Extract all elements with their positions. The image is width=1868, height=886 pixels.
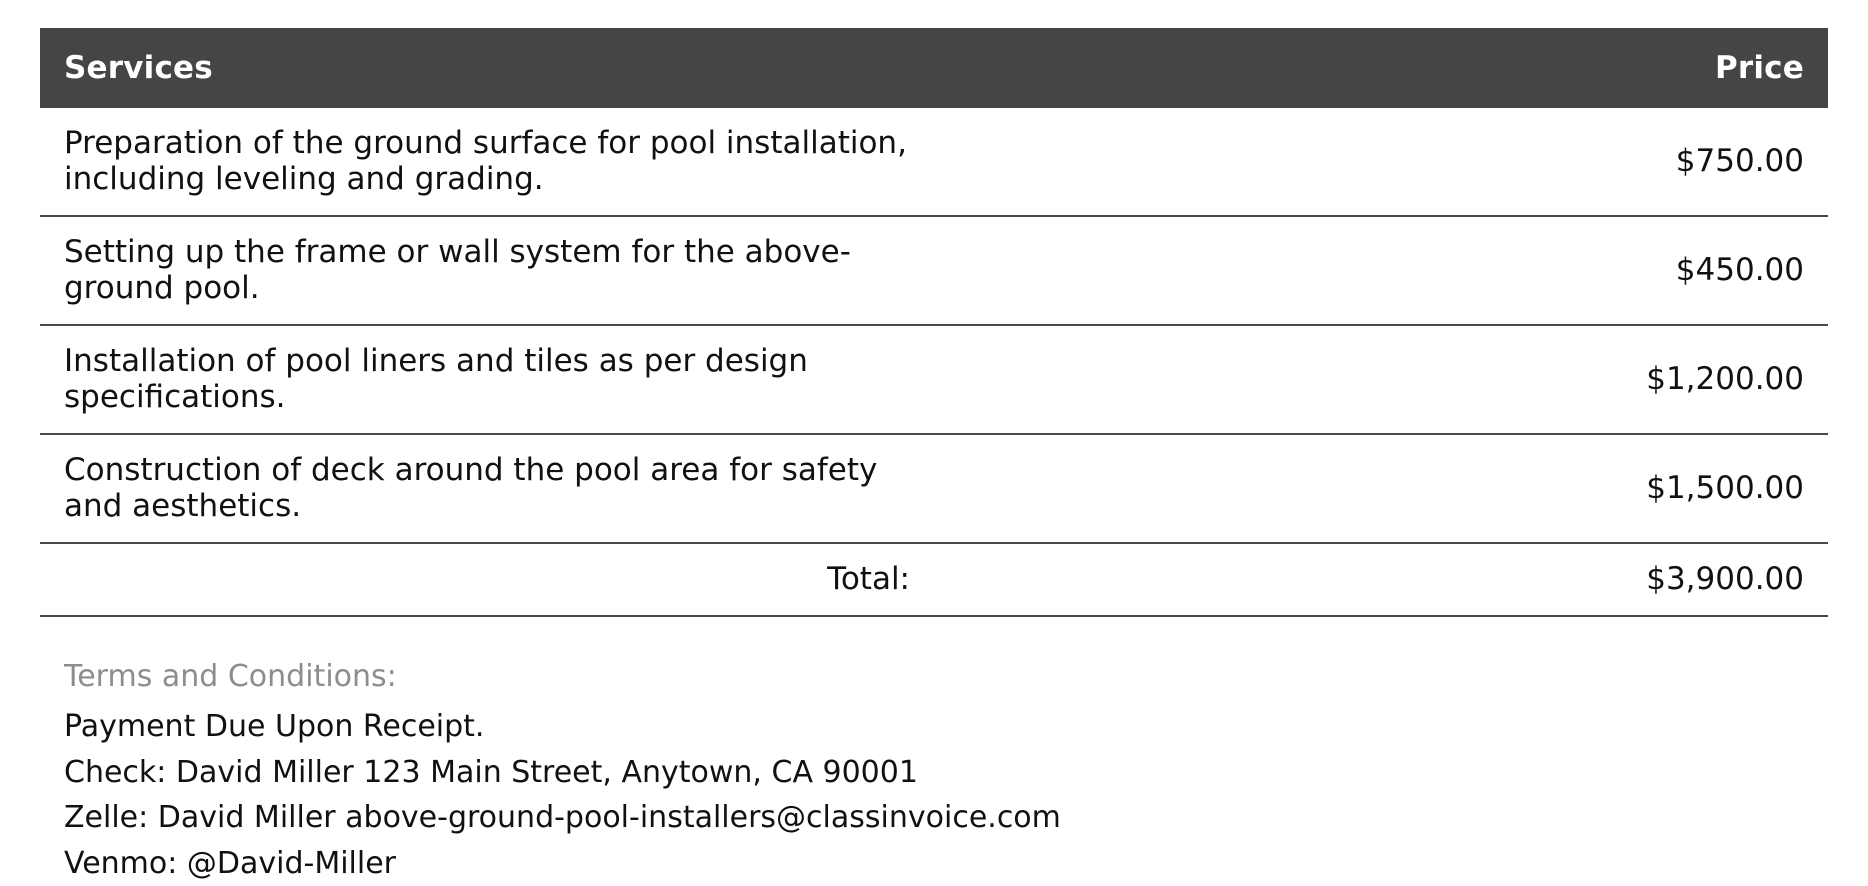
service-price: $1,200.00 [934, 325, 1828, 434]
table-header [40, 28, 1828, 108]
total-row [40, 543, 1828, 616]
terms-and-conditions [40, 659, 1828, 886]
table-header-row [40, 28, 1828, 108]
service-price: $750.00 [934, 108, 1828, 216]
total-label: Total: [40, 543, 934, 616]
table-row [40, 434, 1828, 543]
service-description: Installation of pool liners and tiles as per design specifications. [40, 325, 934, 434]
service-price: $1,500.00 [934, 434, 1828, 543]
services-table [40, 28, 1828, 617]
terms-line-payment: Payment Due Upon Receipt. [64, 709, 485, 744]
column-header-price: Price [934, 28, 1828, 108]
service-description: Preparation of the ground surface for pool installation, including leveling and grading. [40, 108, 934, 216]
table-row [40, 325, 1828, 434]
terms-title: Terms and Conditions: [64, 659, 397, 694]
terms-line-zelle: Zelle: David Miller above-ground-pool-installers@classinvoice.com [64, 800, 1061, 836]
table-body [40, 108, 1828, 616]
table-row [40, 216, 1828, 325]
table-row [40, 108, 1828, 216]
terms-line-check: Check: David Miller 123 Main Street, Anytown, CA 90001 [64, 754, 918, 790]
column-header-services: Services [40, 28, 934, 108]
service-price: $450.00 [934, 216, 1828, 325]
service-description: Construction of deck around the pool area for safety and aesthetics. [40, 434, 934, 543]
total-value: $3,900.00 [934, 543, 1828, 616]
terms-line-venmo: Venmo: @David-Miller [64, 845, 397, 881]
service-description: Setting up the frame or wall system for the above-ground pool. [40, 216, 934, 325]
